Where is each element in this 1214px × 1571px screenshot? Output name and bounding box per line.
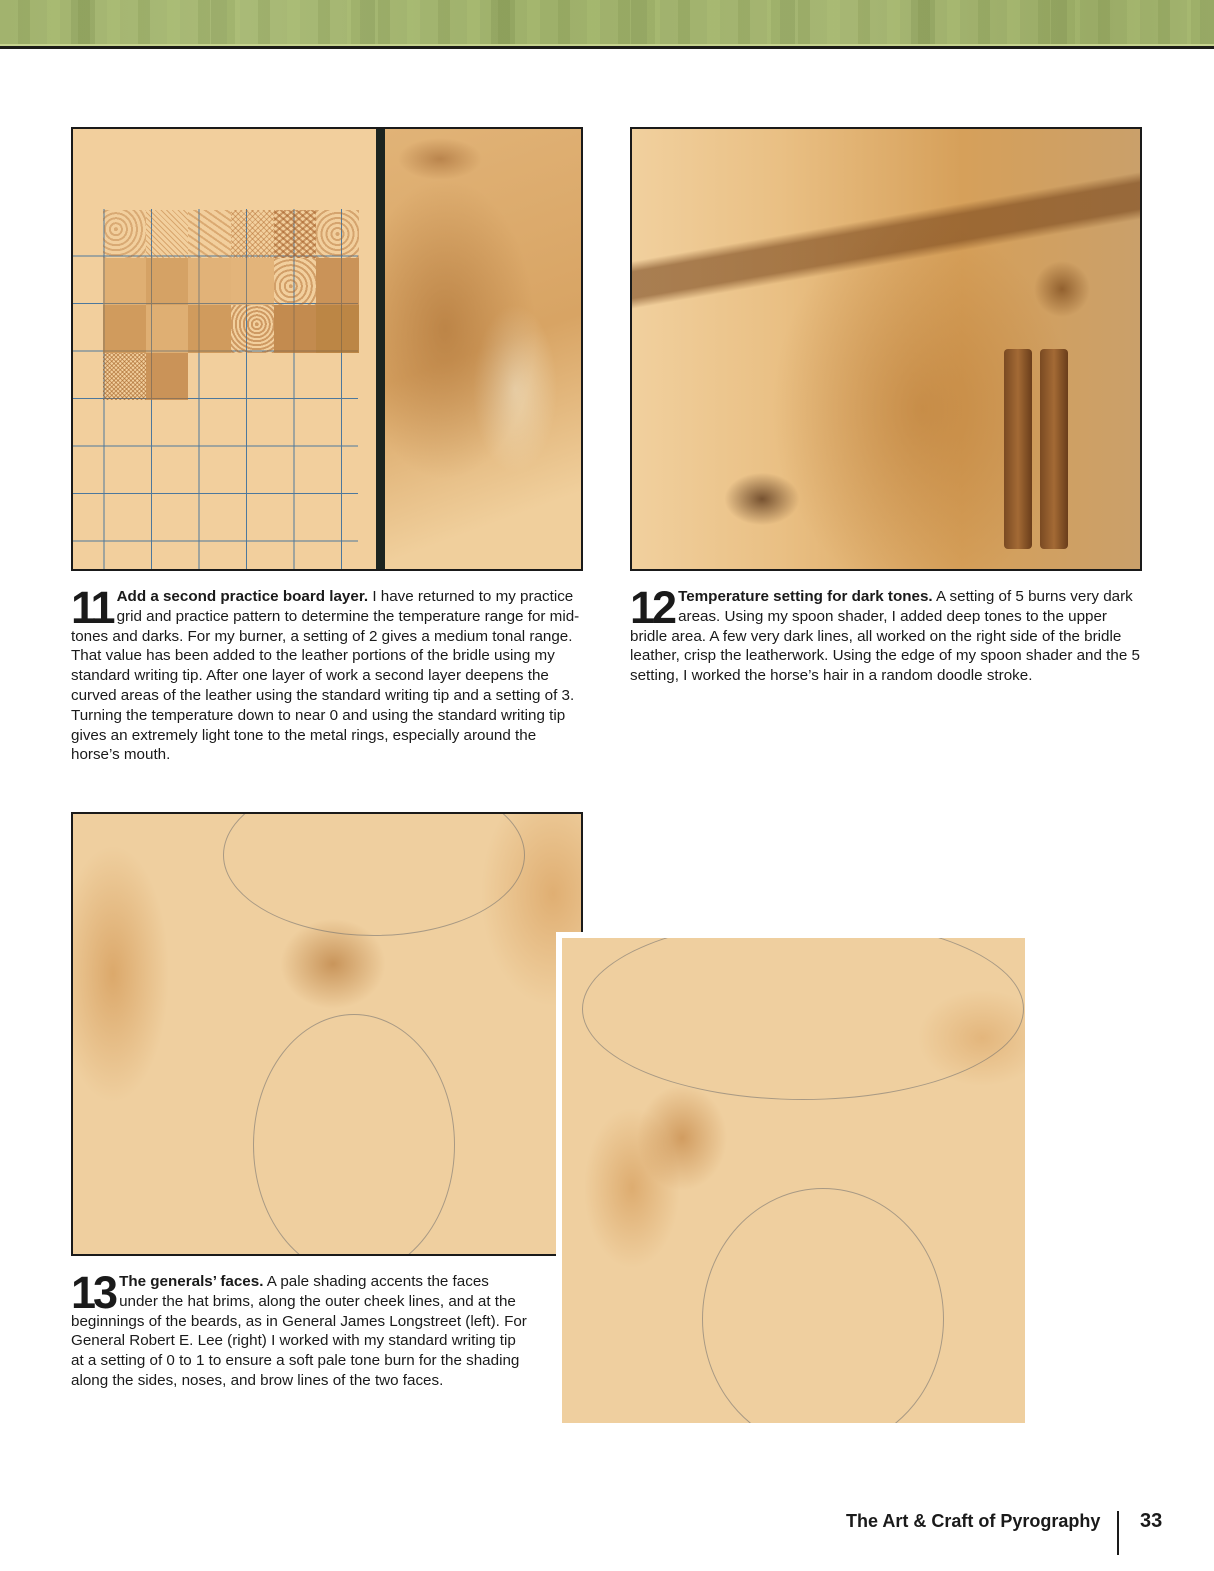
swatch — [146, 210, 189, 258]
step-lead: Temperature setting for dark tones. — [678, 588, 933, 605]
swatch — [188, 305, 231, 353]
header-band — [0, 0, 1214, 46]
swatch — [274, 258, 317, 306]
footer-divider — [1117, 1511, 1119, 1555]
swatch — [231, 210, 274, 258]
bridle-strap — [1004, 349, 1032, 549]
bridle-strap — [1040, 349, 1068, 549]
swatch — [316, 353, 359, 401]
step-number: 11 — [71, 582, 113, 633]
board-edge-divider — [376, 129, 385, 569]
swatch — [103, 305, 146, 353]
step-body: I have returned to my practice grid and practice pattern to determine the temperature range for mid-tones and darks. For my burner, a setting of 2 gives a medium tonal range. That value has been added to the leather portions of the bridle using my standard writing tip. After one layer of work a second layer deepens the curved areas of the leather using the standard writing tip and a setting of 3. Turning the temperature down to near 0 and using the standard writing tip gives an extremely light tone to the metal rings, especially around the horse’s mouth. — [71, 588, 580, 764]
swatch — [274, 305, 317, 353]
swatch — [316, 258, 359, 306]
swatch — [231, 305, 274, 353]
swatch — [146, 258, 189, 306]
header-rule — [0, 46, 1214, 49]
hat-brim-outline — [582, 938, 1024, 1100]
step-number: 12 — [630, 582, 675, 633]
swatch — [231, 353, 274, 401]
horse-head-bridle-drawing — [385, 129, 581, 569]
practice-swatches — [103, 210, 359, 400]
step-body: A pale shading accents the faces under the hat brims, along the outer cheek lines, and at the beginnings of the beards, as in General James Longstreet (left). For General Robert E. Lee (right) I worked with my standard writing tip at a setting of 0 to 1 to ensure a soft pale tone burn for the shading along the sides, noses, and brow lines of the two faces. — [71, 1273, 527, 1389]
step-lead: Add a second practice board layer. — [116, 588, 369, 605]
page-number: 33 — [1140, 1510, 1163, 1532]
collar-outline — [702, 1188, 944, 1423]
hat-outline — [223, 812, 525, 936]
swatch — [188, 353, 231, 401]
swatch — [146, 305, 189, 353]
beard-outline — [253, 1014, 455, 1256]
swatch — [103, 353, 146, 401]
swatch — [231, 258, 274, 306]
step-13-right-photo — [562, 938, 1025, 1423]
step-11-photo — [71, 127, 583, 571]
swatch — [103, 210, 146, 258]
swatch — [274, 353, 317, 401]
running-footer-title: The Art & Craft of Pyrography — [846, 1511, 1101, 1531]
swatch — [316, 210, 359, 258]
step-12-caption — [630, 582, 1142, 686]
step-11-caption — [71, 582, 583, 765]
step-13-caption — [71, 1267, 531, 1391]
swatch — [188, 210, 231, 258]
step-body: A setting of 5 burns very dark areas. Using my spoon shader, I added deep tones to the upper bridle area. A few very dark lines, all worked on the right side of the bridle leather, crisp the leatherwork. Using the edge of my spoon shader and the 5 setting, I worked the horse’s hair in a random doodle stroke. — [630, 588, 1140, 685]
step-12-photo — [630, 127, 1142, 571]
step-lead: The generals’ faces. — [119, 1273, 264, 1290]
swatch — [316, 305, 359, 353]
swatch — [274, 210, 317, 258]
step-number: 13 — [71, 1267, 116, 1318]
swatch — [103, 258, 146, 306]
swatch — [146, 353, 189, 401]
step-13-left-photo — [71, 812, 583, 1256]
swatch — [188, 258, 231, 306]
